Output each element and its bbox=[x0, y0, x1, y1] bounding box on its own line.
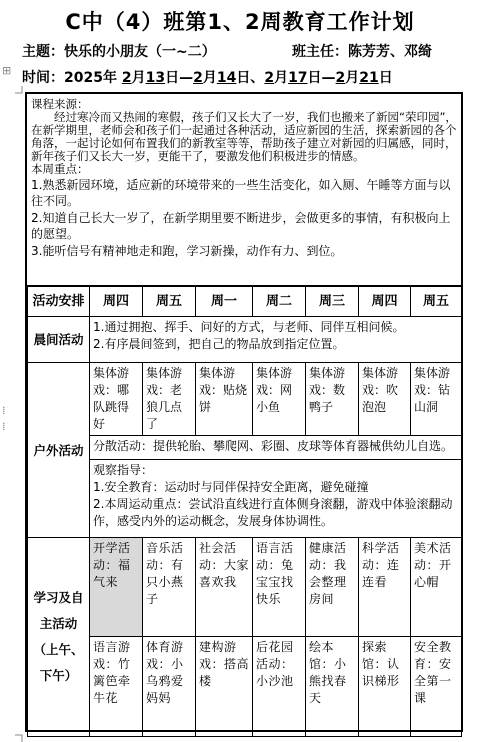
schedule-grid bbox=[27, 286, 462, 737]
learning-activity: 建构游戏：搭高楼 bbox=[196, 637, 253, 737]
learning-activity: 绘本馆：小熊找春天 bbox=[306, 637, 359, 737]
outdoor-observe-row bbox=[28, 460, 462, 538]
time-number: 17 bbox=[288, 70, 308, 86]
outdoor-game: 集体游戏：贴烧饼 bbox=[196, 363, 253, 436]
learning-activity: 开学活动：福气来 bbox=[90, 538, 143, 637]
day-header: 周五 bbox=[143, 287, 196, 317]
learning-activity: 音乐活动：有只小燕子 bbox=[143, 538, 196, 637]
day-header: 周四 bbox=[359, 287, 411, 317]
learning-activity: 探索馆：认识梯形 bbox=[359, 637, 411, 737]
learning-label bbox=[28, 538, 90, 737]
learning-row-2 bbox=[28, 637, 462, 737]
time-range bbox=[122, 70, 393, 86]
learning-activity: 体育游戏：小乌鸦爱妈妈 bbox=[143, 637, 196, 737]
theme-row bbox=[22, 41, 462, 61]
morning-content bbox=[90, 317, 462, 363]
time-text: 日— bbox=[307, 70, 336, 86]
teacher-value: 陈芳芳、邓绮 bbox=[348, 44, 432, 60]
outdoor-game: 集体游戏：老狼几点了 bbox=[143, 363, 196, 436]
theme-field bbox=[22, 41, 216, 61]
learning-activity: 社会活动：大家喜欢我 bbox=[196, 538, 253, 637]
day-header: 周二 bbox=[253, 287, 306, 317]
time-prefix: 2025年 bbox=[64, 70, 117, 86]
learning-label-line: 主活动 bbox=[39, 616, 78, 631]
learning-label-line: 下午） bbox=[39, 668, 78, 683]
observe-heading: 观察指导： bbox=[93, 463, 154, 477]
corner-mark-icon bbox=[15, 734, 23, 742]
morning-item: 1.通过拥抱、挥手、问好的方式，与老师、同伴互相问候。 bbox=[93, 320, 405, 334]
outdoor-label: 户外活动 bbox=[28, 363, 90, 538]
teacher-field bbox=[292, 41, 432, 61]
time-text: 月 bbox=[274, 70, 289, 86]
observe-item: 1.安全教育：运动时与同伴保持安全距离，避免碰撞 bbox=[93, 480, 369, 494]
plan-table bbox=[25, 92, 463, 732]
header-row bbox=[28, 287, 462, 317]
time-text: 月 bbox=[345, 70, 360, 86]
day-header: 周四 bbox=[90, 287, 143, 317]
side-mark-icon: ⁞ bbox=[2, 404, 6, 417]
time-number: 2 bbox=[121, 70, 132, 86]
time-text: 月 bbox=[131, 70, 146, 86]
focus-item: 1.熟悉新园环境，适应新的环境带来的一些生活变化，如入厕、午睡等方面与以往不同。 bbox=[31, 178, 451, 208]
time-number: 13 bbox=[145, 70, 166, 86]
teacher-label: 班主任： bbox=[292, 44, 348, 60]
day-header: 周五 bbox=[411, 287, 462, 317]
learning-label-line: （上午、 bbox=[33, 642, 84, 657]
outdoor-game: 集体游戏：吹泡泡 bbox=[359, 363, 411, 436]
learning-activity: 安全教育：安全第一课 bbox=[411, 637, 462, 737]
corner-mark-icon bbox=[15, 86, 23, 94]
outdoor-games-row bbox=[28, 363, 462, 436]
observe-guidance bbox=[90, 460, 462, 538]
time-text: 日 bbox=[378, 70, 393, 86]
learning-activity: 语言活动：兔宝宝找快乐 bbox=[253, 538, 306, 637]
split-activity: 分散活动：提供轮胎、攀爬网、彩圈、皮球等体育器械供幼儿自选。 bbox=[90, 436, 462, 460]
time-text: 日— bbox=[165, 70, 194, 86]
learning-activity: 美术活动：开心帽 bbox=[411, 538, 462, 637]
source-body: 经过寒冷而又热闹的寒假，孩子们又长大了一岁，我们也搬来了新园“荣印园”，在新学期里，老师会和孩子们一起通过各种活动，适应新园的生活，探索新园的各个角落，一起讨论如何布置我们的新教室等等，帮助孩子建立对新园的归属感，同时，新年孩子们又长大一岁，更能干了，要激发他们积极进步的情感。 bbox=[31, 110, 457, 163]
time-text: 日、 bbox=[236, 70, 265, 86]
learning-activity: 科学活动：连连看 bbox=[359, 538, 411, 637]
morning-label: 晨间活动 bbox=[28, 317, 90, 363]
learning-row-1 bbox=[28, 538, 462, 637]
day-header: 周一 bbox=[196, 287, 253, 317]
learning-activity: 健康活动：我会整理房间 bbox=[306, 538, 359, 637]
learning-activity: 后花园活动：小沙池 bbox=[253, 637, 306, 737]
outdoor-split-row bbox=[28, 436, 462, 460]
learning-label-line: 学习及自 bbox=[33, 590, 84, 605]
time-number: 14 bbox=[216, 70, 237, 86]
observe-item: 2.本周运动重点：尝试沿直线进行直体侧身滚翻，游戏中体验滚翻动作，感受内外的运动概念，发展身体协调性。 bbox=[93, 497, 453, 528]
time-number: 2 bbox=[193, 70, 203, 86]
focus-heading: 本周重点： bbox=[31, 162, 89, 176]
theme-value: 快乐的小朋友（一~二） bbox=[64, 44, 216, 60]
time-label: 时间： bbox=[22, 70, 64, 86]
outdoor-game: 集体游戏：钻山洞 bbox=[411, 363, 462, 436]
page-title: C中（4）班第1、2周教育工作计划 bbox=[65, 10, 415, 34]
course-source-section bbox=[27, 94, 461, 286]
focus-item: 2.知道自己长大一岁了，在新学期里要不断进步，会做更多的事情，有积极向上的愿望。 bbox=[31, 211, 451, 241]
outdoor-game: 集体游戏：数鸭子 bbox=[306, 363, 359, 436]
side-mark-icon: ⁞ bbox=[2, 420, 6, 433]
time-text: 月 bbox=[202, 70, 217, 86]
morning-row bbox=[28, 317, 462, 363]
theme-label: 主题： bbox=[22, 44, 64, 60]
source-heading: 课程来源： bbox=[31, 97, 89, 111]
focus-item: 3.能听信号有精神地走和跑，学习新操，动作有力、到位。 bbox=[31, 244, 343, 258]
time-number: 21 bbox=[359, 70, 379, 86]
header-label: 活动安排 bbox=[28, 287, 90, 317]
morning-item: 2.有序晨间签到，把自己的物品放到指定位置。 bbox=[93, 337, 345, 351]
outdoor-game: 集体游戏：网小鱼 bbox=[253, 363, 306, 436]
learning-activity: 语言游戏：竹篱笆牵牛花 bbox=[90, 637, 143, 737]
time-number: 2 bbox=[335, 70, 346, 86]
time-row bbox=[22, 67, 393, 87]
time-number: 2 bbox=[264, 70, 275, 86]
table-move-handle-icon[interactable]: ⊞ bbox=[2, 64, 12, 77]
outdoor-game: 集体游戏：哪队跳得好 bbox=[90, 363, 143, 436]
day-header: 周三 bbox=[306, 287, 359, 317]
